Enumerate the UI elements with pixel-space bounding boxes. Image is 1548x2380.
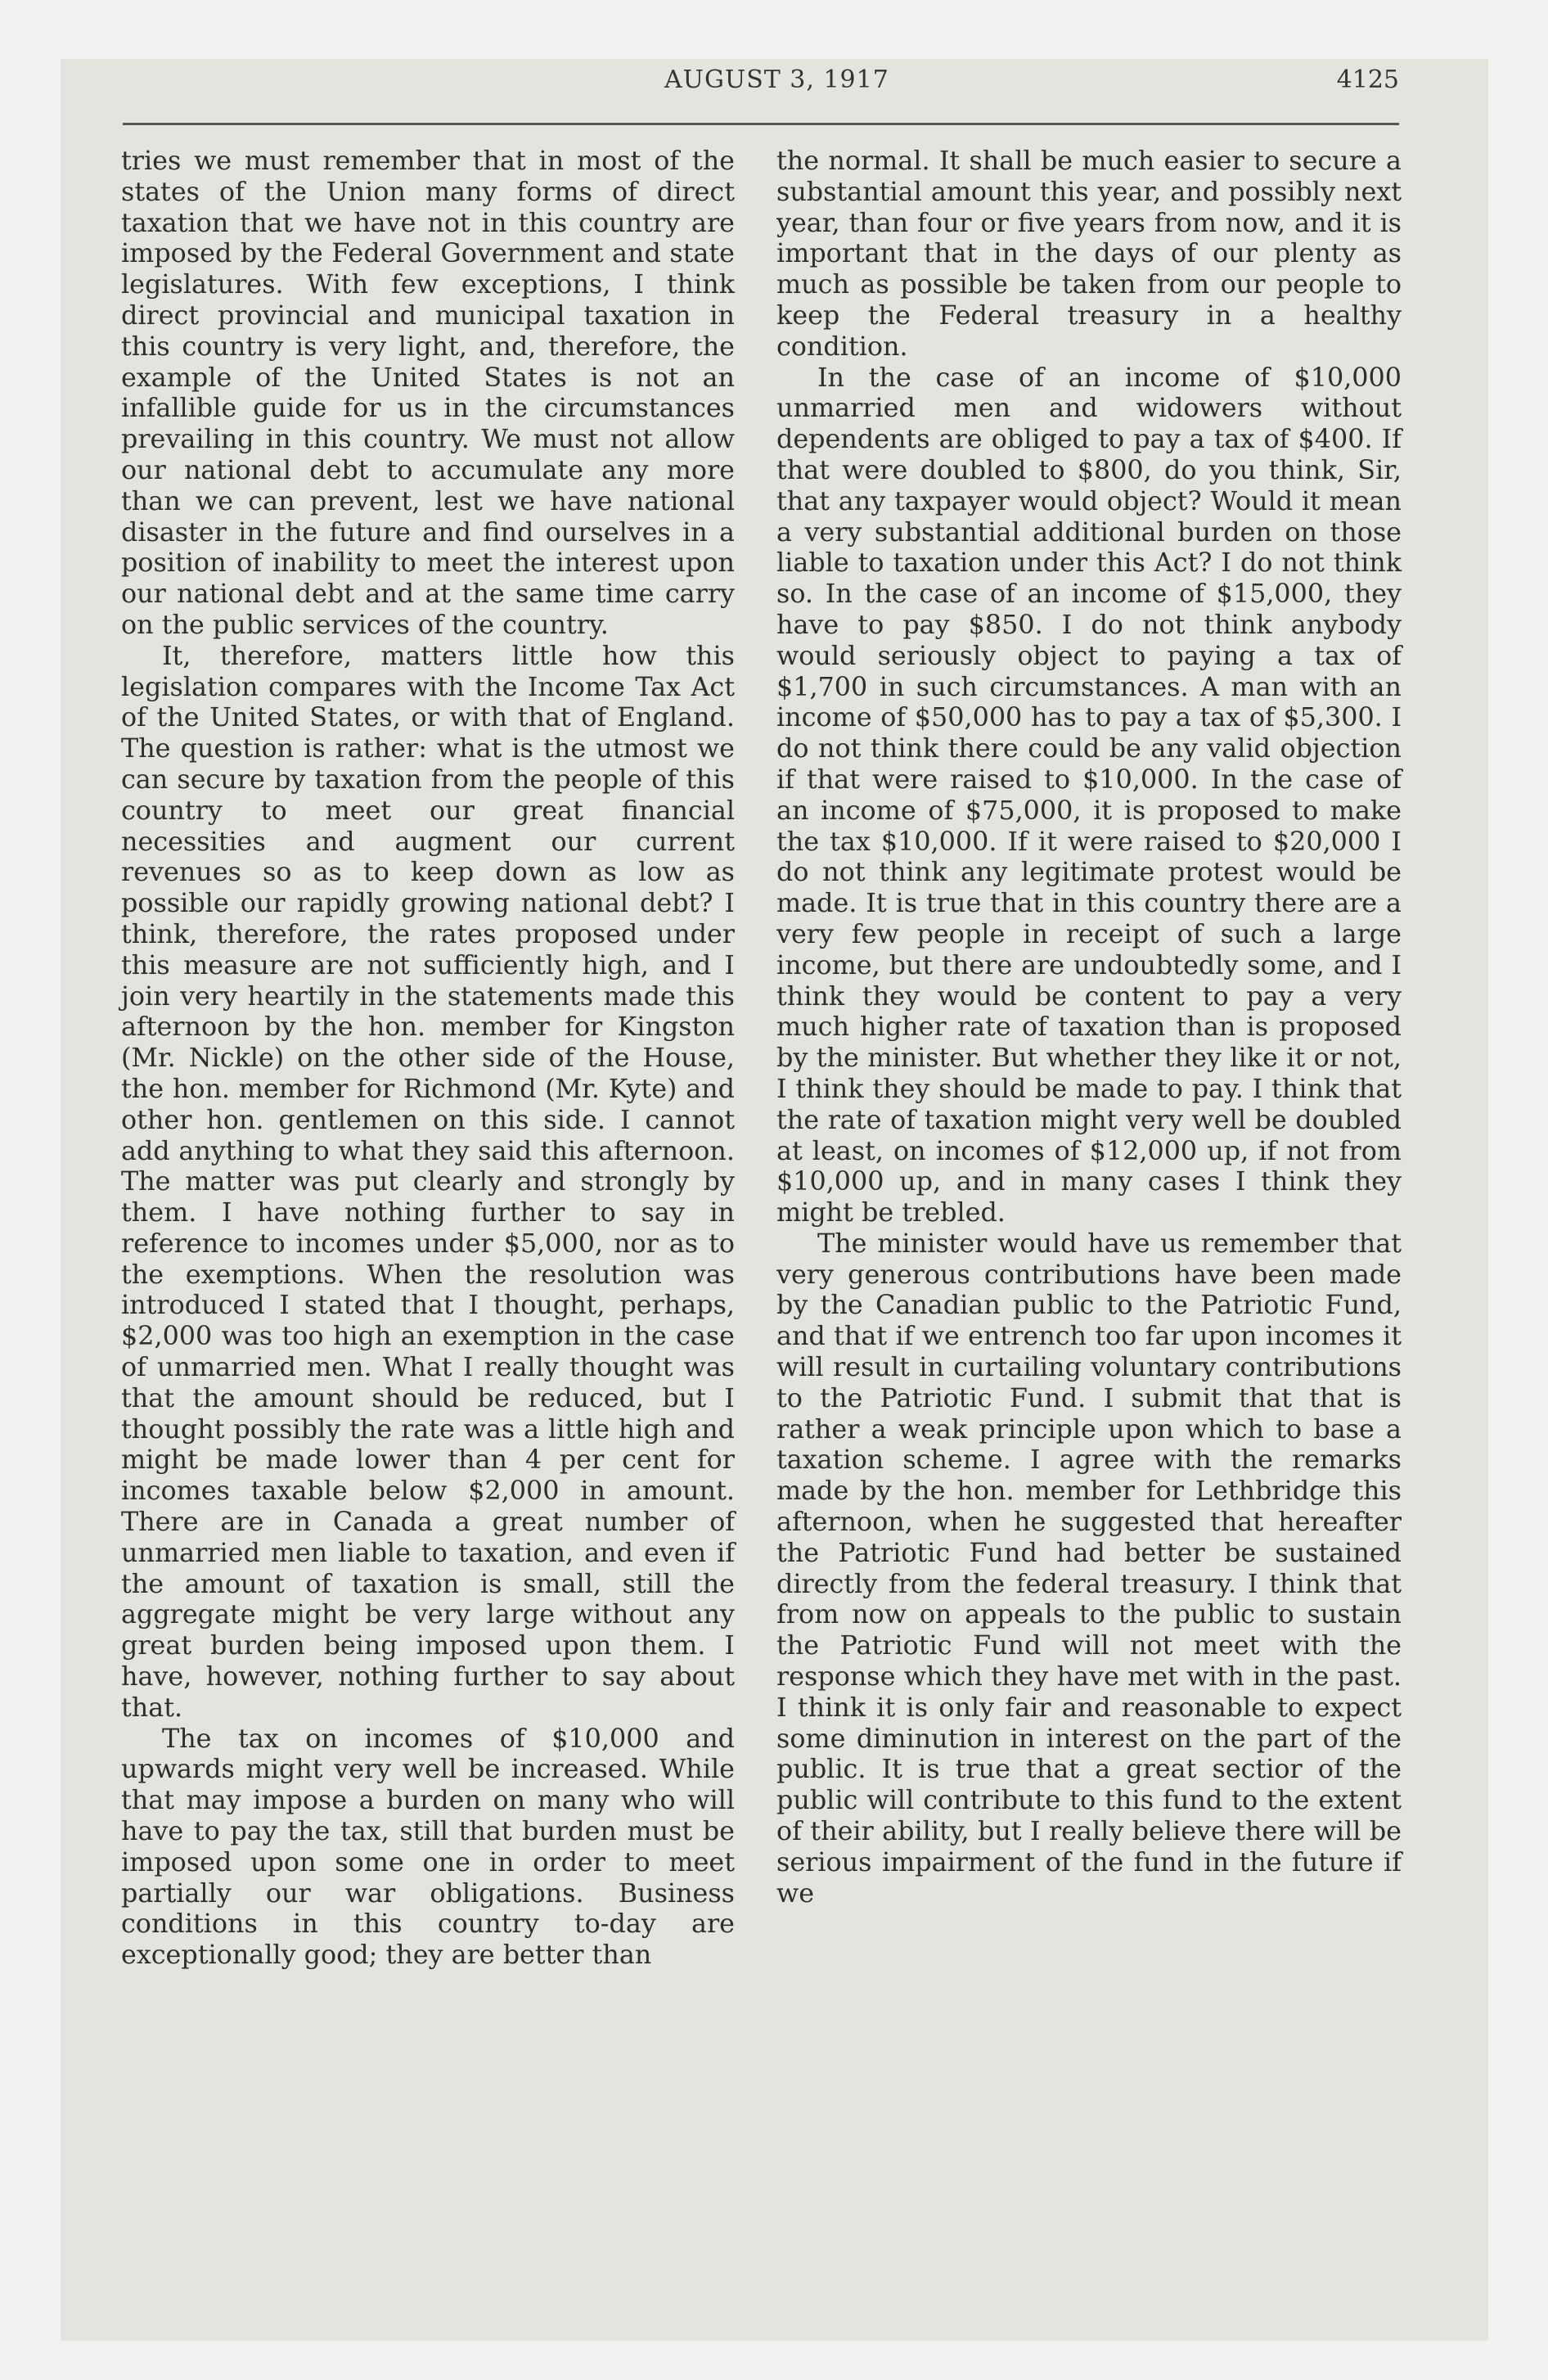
- paragraph: tries we must remember that in most of the states of the Union many forms of direct taxation that we have not in this country are imposed by the Federal Government and state legislatures. With few exceptions, I think direct provincial and municipal taxation in this country is very light, and, therefore, the example of the United States is not an infallible guide for us in the circumstances prevailing in this country. We must not allow our national debt to accumulate any more than we can prevent, lest we have national disaster in the future and find ourselves in a position of inability to meet the interest upon our national debt and at the same time carry on the public services of the country.: [121, 146, 735, 640]
- left-column: [121, 146, 735, 1971]
- header-date: AUGUST 3, 1917: [664, 65, 889, 94]
- header-rule: [123, 123, 1399, 125]
- right-column: [776, 146, 1402, 1909]
- paragraph: The minister would have us remember that very generous contributions have been made by the Canadian public to the Patriotic Fund, and that if we entrench too far upon incomes it will result in curtailing voluntary contributions to the Patriotic Fund. I submit that that is rather a weak principle upon which to base a taxation scheme. I agree with the remarks made by the hon. member for Lethbridge this afternoon, when he suggested that hereafter the Patriotic Fund had better be sustained directly from the federal treasury. I think that from now on appeals to the public to sustain the Patriotic Fund will not meet with the response which they have met with in the past. I think it is only fair and reasonable to expect some diminution in interest on the part of the public. It is true that a great sectior of the public will contribute to this fund to the extent of their ability, but I really believe there will be serious impairment of the fund in the future if we: [776, 1228, 1402, 1909]
- page-header: [123, 65, 1399, 131]
- page-number: 4125: [1336, 65, 1399, 94]
- paragraph: It, therefore, matters little how this legislation compares with the Income Tax Act of the United States, or with that of England. The question is rather: what is the utmost we can secure by taxation from the people of this country to meet our great financial necessities and augment our current revenues so as to keep down as low as possible our rapidly growing national debt? I think, therefore, the rates proposed under this measure are not sufficiently high, and I join very heartily in the statements made this afternoon by the hon. member for Kingston (Mr. Nickle) on the other side of the House, the hon. member for Richmond (Mr. Kyte) and other hon. gentlemen on this side. I cannot add anything to what they said this afternoon. The matter was put clearly and strongly by them. I have nothing further to say in reference to incomes under $5,000, nor as to the exemptions. When the resolution was introduced I stated that I thought, perhaps, $2,000 was too high an exemption in the case of unmarried men. What I really thought was that the amount should be reduced, but I thought possibly the rate was a little high and might be made lower than 4 per cent for incomes taxable below $2,000 in amount. There are in Canada a great number of unmarried men liable to taxation, and even if the amount of taxation is small, still the aggregate might be very large without any great burden being imposed upon them. I have, however, nothing further to say about that.: [121, 640, 735, 1723]
- paragraph: In the case of an income of $10,000 unmarried men and widowers without dependents are obliged to pay a tax of $400. If that were doubled to $800, do you think, Sir, that any taxpayer would object? Would it mean a very substantial additional burden on those liable to taxation under this Act? I do not think so. In the case of an income of $15,000, they have to pay $850. I do not think anybody would seriously object to paying a tax of $1,700 in such circumstances. A man with an income of $50,000 has to pay a tax of $5,300. I do not think there could be any valid objection if that were raised to $10,000. In the case of an income of $75,000, it is proposed to make the tax $10,000. If it were raised to $20,000 I do not think any legitimate protest would be made. It is true that in this country there are a very few people in receipt of such a large income, but there are undoubtedly some, and I think they would be content to pay a very much higher rate of taxation than is proposed by the minister. But whether they like it or not, I think they should be made to pay. I think that the rate of taxation might very well be doubled at least, on incomes of $12,000 up, if not from $10,000 up, and in many cases I think they might be trebled.: [776, 362, 1402, 1228]
- paragraph: the normal. It shall be much easier to secure a substantial amount this year, and possibly next year, than four or five years from now, and it is important that in the days of our plenty as much as possible be taken from our people to keep the Federal treasury in a healthy condition.: [776, 146, 1402, 362]
- paragraph: The tax on incomes of $10,000 and upwards might very well be increased. While that may impose a burden on many who will have to pay the tax, still that burden must be imposed upon some one in order to meet partially our war obligations. Business conditions in this country to-day are exceptionally good; they are better than: [121, 1723, 735, 1971]
